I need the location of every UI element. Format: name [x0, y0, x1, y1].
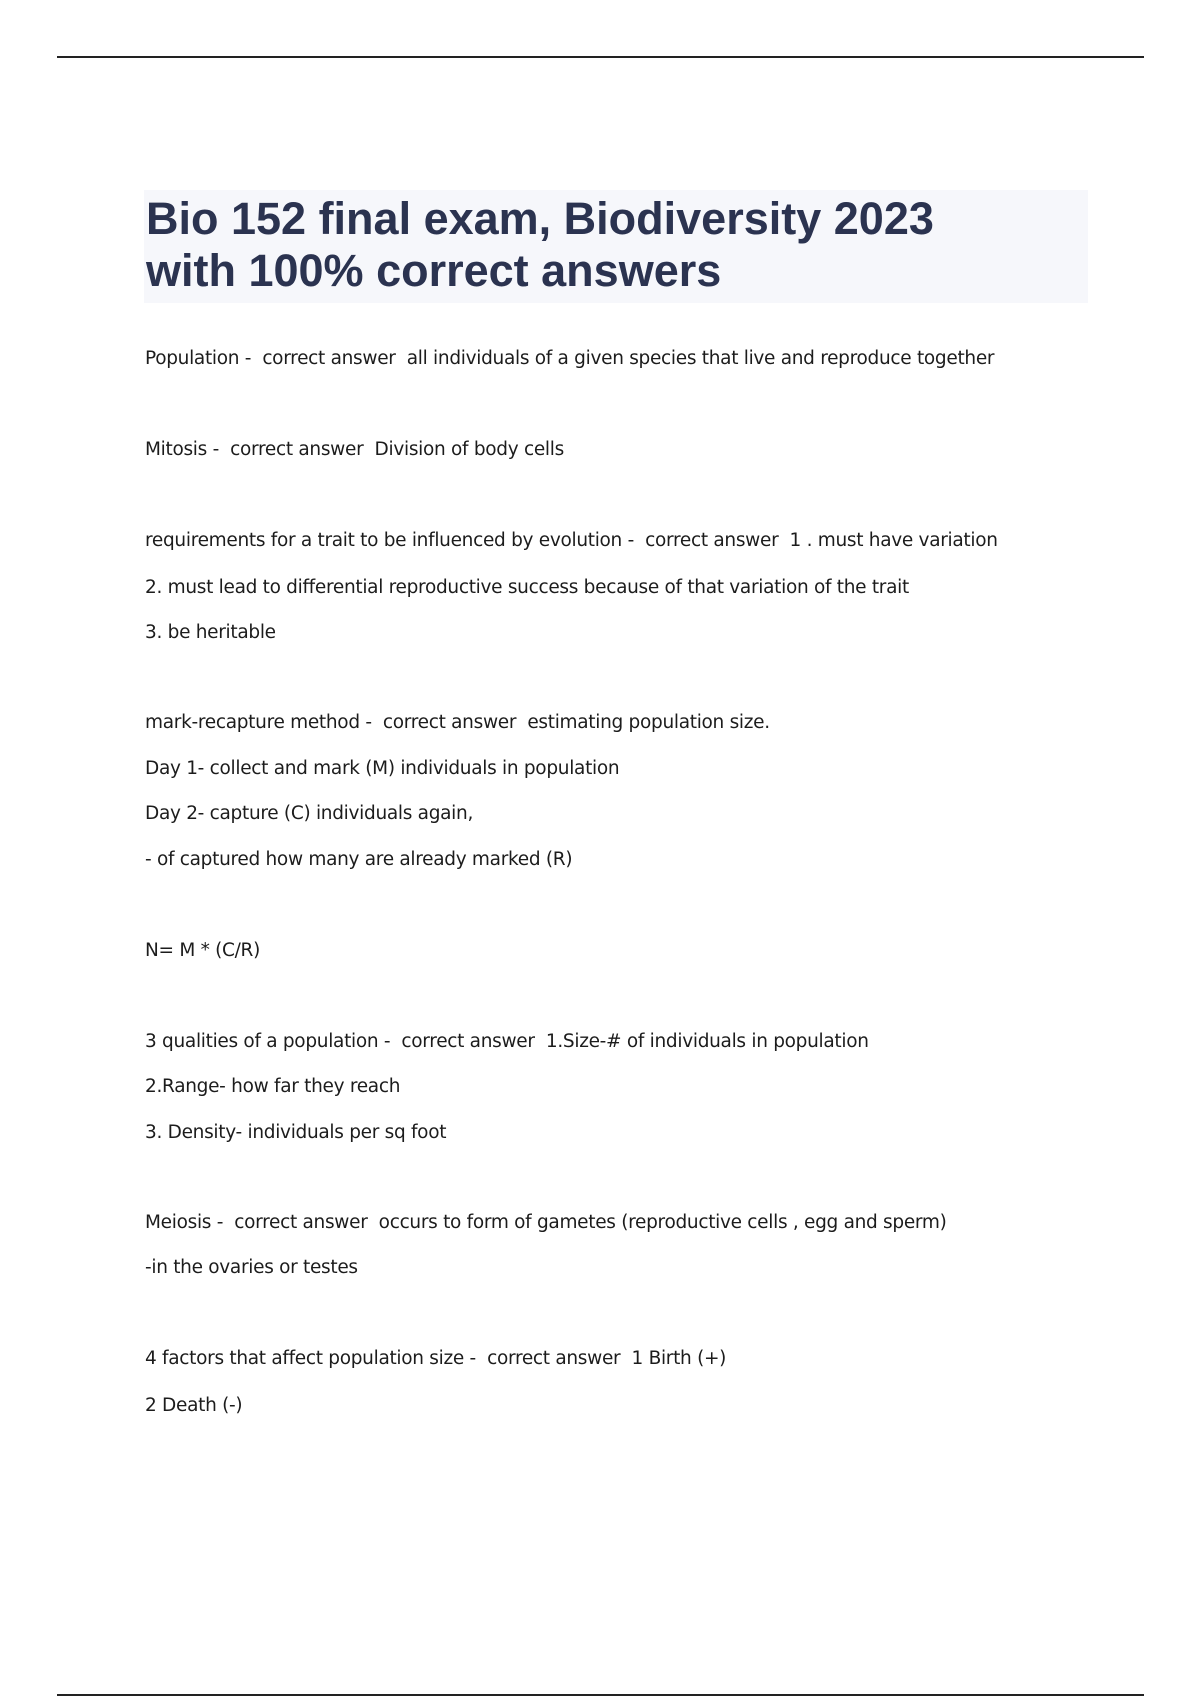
header-rule: [57, 56, 1144, 58]
body-line: Meiosis - correct answer occurs to form of gametes (reproductive cells , egg and sperm): [145, 1212, 947, 1233]
body-line: - of captured how many are already marked (R): [145, 849, 573, 870]
body-line: 2.Range- how far they reach: [145, 1076, 401, 1097]
document-title: [146, 193, 1086, 297]
body-line: Day 2- capture (C) individuals again,: [145, 803, 474, 824]
footer-rule: [57, 1694, 1144, 1696]
body-line: 3. be heritable: [145, 622, 276, 643]
body-line: Mitosis - correct answer Division of body cells: [145, 439, 564, 460]
body-line: 3. Density- individuals per sq foot: [145, 1122, 447, 1143]
body-line: 2 Death (-): [145, 1395, 243, 1416]
title-line-1: Bio 152 final exam, Biodiversity 2023: [146, 193, 934, 244]
body-line: Day 1- collect and mark (M) individuals in population: [145, 758, 620, 779]
body-line: 2. must lead to differential reproductive success because of that variation of the trait: [145, 577, 909, 598]
body-line: 4 factors that affect population size - correct answer 1 Birth (+): [145, 1348, 727, 1369]
body-line: requirements for a trait to be influenced by evolution - correct answer 1 . must have variation: [145, 530, 998, 551]
body-line: 3 qualities of a population - correct answer 1.Size-# of individuals in population: [145, 1031, 869, 1052]
body-line: -in the ovaries or testes: [145, 1257, 358, 1278]
formula-line: N= M * (C/R): [145, 940, 261, 961]
title-line-2: with 100% correct answers: [146, 245, 722, 296]
body-line: Population - correct answer all individuals of a given species that live and reproduce together: [145, 348, 995, 369]
body-line: mark-recapture method - correct answer estimating population size.: [145, 712, 770, 733]
